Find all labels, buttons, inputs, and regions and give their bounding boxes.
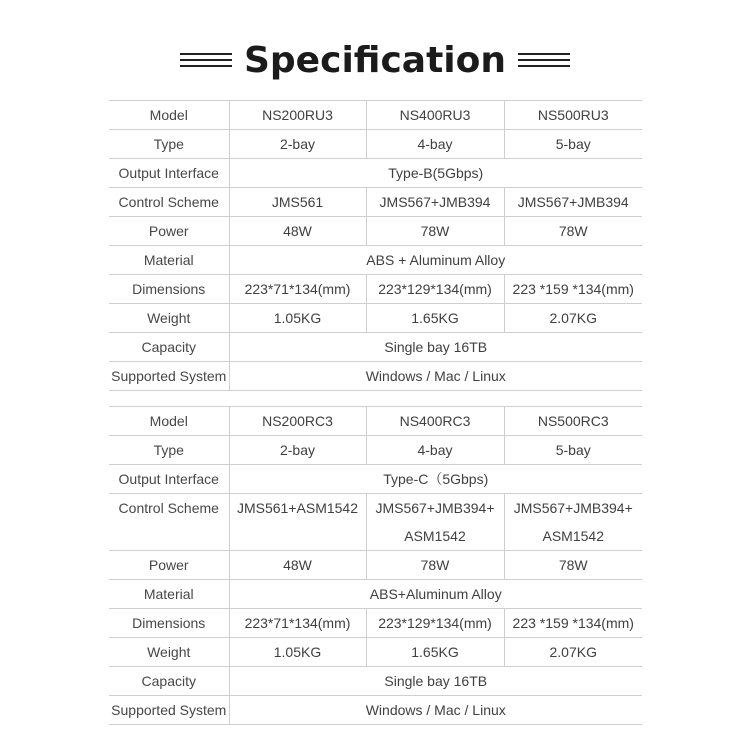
spec-header xyxy=(0,30,750,90)
dimensions-cell: 223 *159 *134(mm) xyxy=(504,275,642,304)
dimensions-cell: 223*71*134(mm) xyxy=(229,275,366,304)
table-row xyxy=(109,217,642,246)
row-label: Supported System xyxy=(109,696,229,725)
weight-cell: 1.05KG xyxy=(229,638,366,667)
model-cell: NS500RC3 xyxy=(504,407,642,436)
title-decoration-right xyxy=(518,51,570,69)
control-scheme-cell: JMS567+JMB394+ ASM1542 xyxy=(366,494,504,551)
page-title: Specification xyxy=(243,39,507,81)
model-cell: NS400RU3 xyxy=(366,101,504,130)
capacity-cell: Single bay 16TB xyxy=(229,333,642,362)
table-row xyxy=(109,159,642,188)
dimensions-cell: 223 *159 *134(mm) xyxy=(504,609,642,638)
row-label: Power xyxy=(109,551,229,580)
material-cell: ABS + Aluminum Alloy xyxy=(229,246,642,275)
spec-table-rc3 xyxy=(109,406,642,725)
power-cell: 78W xyxy=(504,551,642,580)
table-row xyxy=(109,667,642,696)
table-row xyxy=(109,333,642,362)
dimensions-cell: 223*71*134(mm) xyxy=(229,609,366,638)
power-cell: 48W xyxy=(229,217,366,246)
control-scheme-cell: JMS561 xyxy=(229,188,366,217)
row-label: Weight xyxy=(109,304,229,333)
title-decoration-left xyxy=(180,51,232,69)
control-scheme-cell: JMS567+JMB394 xyxy=(504,188,642,217)
row-label: Capacity xyxy=(109,333,229,362)
supported-system-cell: Windows / Mac / Linux xyxy=(229,696,642,725)
type-cell: 5-bay xyxy=(504,130,642,159)
supported-system-cell: Windows / Mac / Linux xyxy=(229,362,642,391)
weight-cell: 2.07KG xyxy=(504,304,642,333)
type-cell: 2-bay xyxy=(229,130,366,159)
output-interface-cell: Type-C（5Gbps) xyxy=(229,465,642,494)
row-label: Supported System xyxy=(109,362,229,391)
control-scheme-cell: JMS567+JMB394+ ASM1542 xyxy=(504,494,642,551)
model-cell: NS200RC3 xyxy=(229,407,366,436)
row-label: Model xyxy=(109,407,229,436)
control-scheme-cell: JMS561+ASM1542 xyxy=(229,494,366,551)
dimensions-cell: 223*129*134(mm) xyxy=(366,275,504,304)
material-cell: ABS+Aluminum Alloy xyxy=(229,580,642,609)
table-row xyxy=(109,465,642,494)
row-label: Dimensions xyxy=(109,609,229,638)
table-row xyxy=(109,696,642,725)
table-row xyxy=(109,101,642,130)
table-row xyxy=(109,580,642,609)
control-scheme-cell: JMS567+JMB394 xyxy=(366,188,504,217)
row-label: Power xyxy=(109,217,229,246)
table-row xyxy=(109,130,642,159)
weight-cell: 1.65KG xyxy=(366,638,504,667)
table-row xyxy=(109,436,642,465)
table-row xyxy=(109,407,642,436)
row-label: Dimensions xyxy=(109,275,229,304)
row-label: Type xyxy=(109,130,229,159)
row-label: Model xyxy=(109,101,229,130)
dimensions-cell: 223*129*134(mm) xyxy=(366,609,504,638)
table-row xyxy=(109,609,642,638)
type-cell: 4-bay xyxy=(366,436,504,465)
output-interface-cell: Type-B(5Gbps) xyxy=(229,159,642,188)
table-row xyxy=(109,551,642,580)
model-cell: NS500RU3 xyxy=(504,101,642,130)
power-cell: 48W xyxy=(229,551,366,580)
row-label: Control Scheme xyxy=(109,494,229,551)
power-cell: 78W xyxy=(366,551,504,580)
table-row xyxy=(109,275,642,304)
row-label: Output Interface xyxy=(109,465,229,494)
row-label: Control Scheme xyxy=(109,188,229,217)
table-row xyxy=(109,494,642,551)
table-row xyxy=(109,188,642,217)
spec-table-ru3 xyxy=(109,100,642,391)
weight-cell: 2.07KG xyxy=(504,638,642,667)
row-label: Material xyxy=(109,580,229,609)
row-label: Material xyxy=(109,246,229,275)
model-cell: NS400RC3 xyxy=(366,407,504,436)
power-cell: 78W xyxy=(504,217,642,246)
row-label: Capacity xyxy=(109,667,229,696)
table-row xyxy=(109,246,642,275)
weight-cell: 1.05KG xyxy=(229,304,366,333)
row-label: Output Interface xyxy=(109,159,229,188)
type-cell: 4-bay xyxy=(366,130,504,159)
model-cell: NS200RU3 xyxy=(229,101,366,130)
table-row xyxy=(109,362,642,391)
table-row xyxy=(109,638,642,667)
capacity-cell: Single bay 16TB xyxy=(229,667,642,696)
table-row xyxy=(109,304,642,333)
weight-cell: 1.65KG xyxy=(366,304,504,333)
type-cell: 5-bay xyxy=(504,436,642,465)
type-cell: 2-bay xyxy=(229,436,366,465)
row-label: Type xyxy=(109,436,229,465)
power-cell: 78W xyxy=(366,217,504,246)
row-label: Weight xyxy=(109,638,229,667)
